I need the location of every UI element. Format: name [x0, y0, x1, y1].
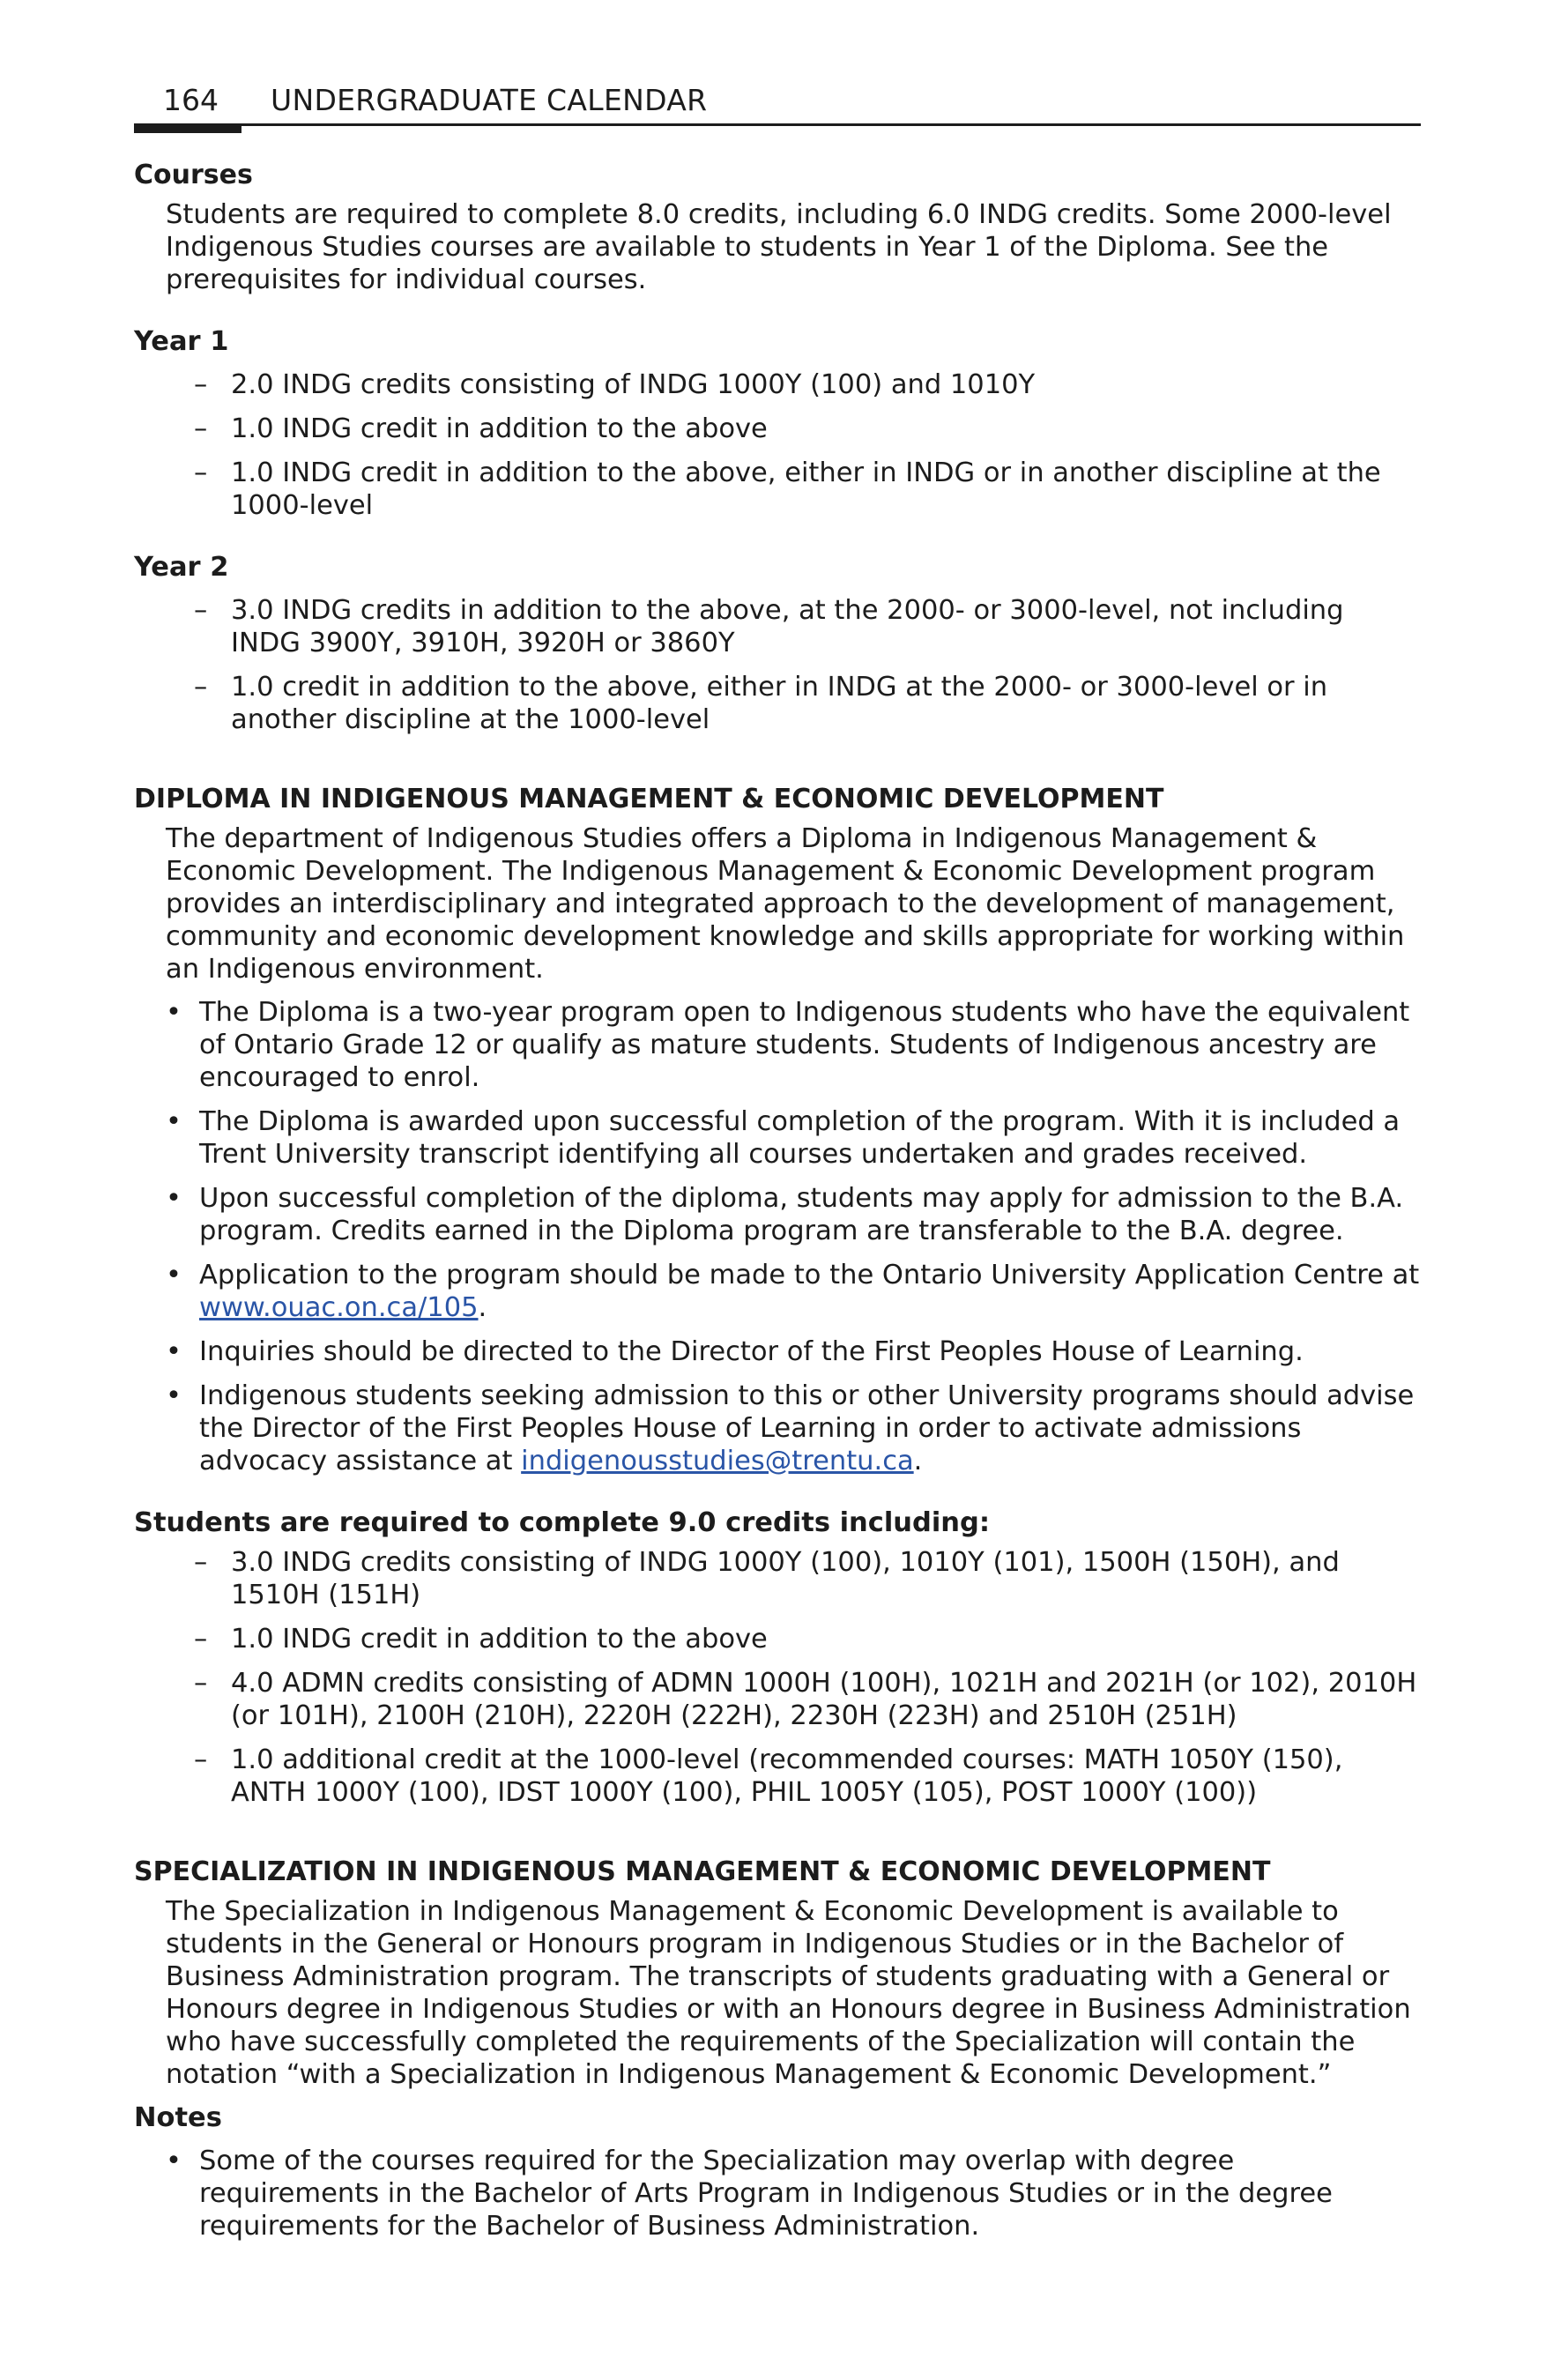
list-item: – 3.0 INDG credits consisting of INDG 1000Y (100), 1010Y (101), 1500H (150H), and 1510H (151H) [166, 1546, 1421, 1611]
header-rule [134, 123, 1421, 126]
diploma-intro: The department of Indigenous Studies offers a Diploma in Indigenous Management & Economic Development. The Indigenous Management & Economic Development program provides an interdisciplinary and integrated approach to the development of management, community and economic development knowledge and skills appropriate for working within an Indigenous environment. [166, 823, 1405, 985]
courses-intro: Students are required to complete 8.0 credits, including 6.0 INDG credits. Some 2000-level Indigenous Studies courses are available to students in Year 1 of the Diploma. See the prerequisites for individual courses. [166, 199, 1392, 295]
list-item: – 4.0 ADMN credits consisting of ADMN 1000H (100H), 1021H and 2021H (or 102), 2010H (or 101H), 2100H (210H), 2220H (222H), 2230H (223H) and 2510H (251H) [166, 1667, 1421, 1732]
list-item: • Some of the courses required for the Specialization may overlap with degree requirements in the Bachelor of Arts Program in Indigenous Studies or in the degree requirements for the Bachelor of Business Administration. [166, 2145, 1421, 2242]
list-item: – 1.0 additional credit at the 1000-level (recommended courses: MATH 1050Y (150), ANTH 1000Y (100), IDST 1000Y (100), PHIL 1005Y (105), POST 1000Y (100)) [166, 1744, 1421, 1809]
year1-label: Year 1 [134, 326, 229, 357]
list-item: – 1.0 INDG credit in addition to the above, either in INDG or in another discipline at the 1000-level [166, 457, 1421, 522]
page-number: 164 [163, 83, 219, 117]
application-text: Application to the program should be made to the Ontario University Application Centre at [199, 1260, 1420, 1290]
list-item: • The Diploma is a two-year program open to Indigenous students who have the equivalent of Ontario Grade 12 or qualify as mature students. Students of Indigenous ancestry are encouraged to enrol. [166, 996, 1421, 1094]
list-item: • The Diploma is awarded upon successful completion of the program. With it is included a Trent University transcript identifying all courses undertaken and grades received. [166, 1105, 1421, 1171]
advise-text: Indigenous students seeking admission to this or other University programs should advise the Director of the First Peoples House of Learning in order to activate admissions advocacy assistance at [199, 1380, 1415, 1476]
specialization-heading: SPECIALIZATION IN INDIGENOUS MANAGEMENT & ECONOMIC DEVELOPMENT [134, 1856, 1271, 1887]
header-tab-bar [134, 123, 241, 133]
list-item: – 1.0 INDG credit in addition to the above [166, 1623, 1421, 1655]
list-item [166, 1380, 1421, 1477]
page-content [134, 159, 1421, 2242]
header-title: UNDERGRADUATE CALENDAR [271, 83, 708, 117]
requirements-label: Students are required to complete 9.0 credits including: [134, 1507, 991, 1538]
application-end: . [478, 1292, 487, 1323]
email-link[interactable]: indigenousstudies@trentu.ca [521, 1446, 914, 1476]
specialization-intro: The Specialization in Indigenous Management & Economic Development is available to students in the General or Honours program in Indigenous Studies or in the Bachelor of Business Administration program. The transcripts of students graduating with a General or Honours degree in Indigenous Studies or with an Honours degree in Business Administration who have successfully completed the requirements of the Specialization will contain the notation “with a Specialization in Indigenous Management & Economic Development.” [166, 1896, 1411, 2090]
diploma-heading: DIPLOMA IN INDIGENOUS MANAGEMENT & ECONOMIC DEVELOPMENT [134, 784, 1164, 814]
list-item: – 1.0 INDG credit in addition to the above [166, 413, 1421, 445]
list-item: – 1.0 credit in addition to the above, either in INDG at the 2000- or 3000-level or in another discipline at the 1000-level [166, 671, 1421, 736]
year2-label: Year 2 [134, 552, 229, 583]
year1-list [166, 368, 1421, 522]
list-item: • Upon successful completion of the diploma, students may apply for admission to the B.A. program. Credits earned in the Diploma program are transferable to the B.A. degree. [166, 1182, 1421, 1247]
diploma-bullets [166, 996, 1421, 1477]
header-text [134, 81, 707, 120]
list-item: – 2.0 INDG credits consisting of INDG 1000Y (100) and 1010Y [166, 368, 1421, 401]
notes-list [166, 2145, 1421, 2242]
list-item [166, 1259, 1421, 1324]
page-header [134, 81, 1421, 138]
requirements-list [166, 1546, 1421, 1809]
list-item: – 3.0 INDG credits in addition to the above, at the 2000- or 3000-level, not including INDG 3900Y, 3910H, 3920H or 3860Y [166, 594, 1421, 659]
list-item: • Inquiries should be directed to the Director of the First Peoples House of Learning. [166, 1335, 1421, 1368]
advise-end: . [913, 1446, 923, 1476]
courses-heading: Courses [134, 160, 253, 190]
notes-label: Notes [134, 2102, 222, 2133]
ouac-link[interactable]: www.ouac.on.ca/105 [199, 1292, 479, 1323]
year2-list [166, 594, 1421, 736]
